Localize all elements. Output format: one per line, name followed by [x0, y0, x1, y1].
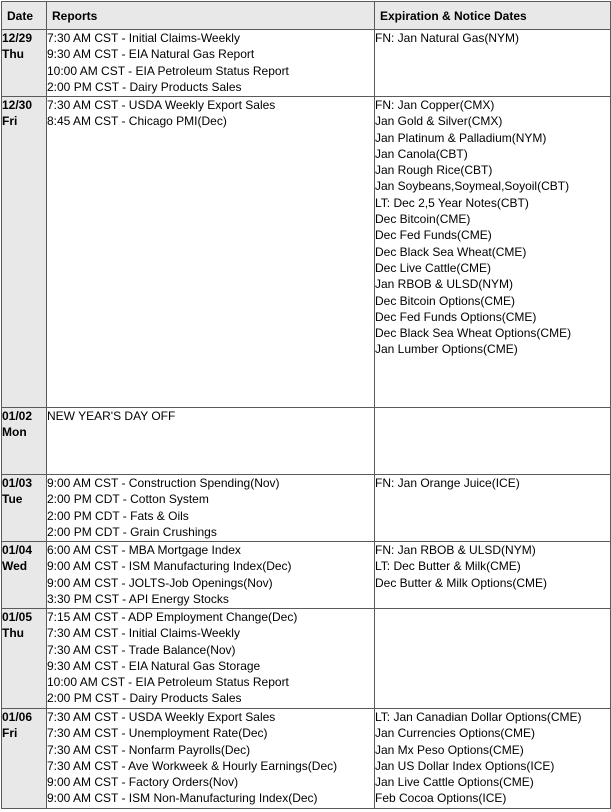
report-item: 9:00 AM CST - ISM Non-Manufacturing Index(Dec) — [47, 791, 318, 806]
expiration-item: Jan Rough Rice(CBT) — [375, 163, 493, 178]
date-label: 12/29 — [2, 31, 33, 45]
report-item: 3:30 PM CST - API Energy Stocks — [47, 591, 229, 606]
expiration-item: FN: Jan RBOB & ULSD(NYM) — [375, 543, 536, 557]
report-item: 7:30 AM CST - Ave Workweek & Hourly Earnings(Dec) — [47, 758, 338, 773]
expiration-item: Dec Fed Funds Options(CME) — [375, 309, 537, 324]
expirations-cell — [375, 408, 611, 475]
report-item: 9:30 AM CST - EIA Natural Gas Storage — [47, 658, 261, 673]
expiration-item: Jan RBOB & ULSD(NYM) — [375, 277, 514, 292]
expiration-item: Feb Cocoa Options(ICE) — [375, 791, 507, 806]
table-row — [2, 542, 611, 609]
date-label: 01/02 — [2, 409, 33, 423]
date-cell — [2, 542, 47, 609]
report-item: 9:00 AM CST - Factory Orders(Nov) — [47, 775, 239, 790]
day-label: Wed — [2, 559, 28, 574]
report-item: 7:30 AM CST - Unemployment Rate(Dec) — [47, 726, 268, 741]
report-item: 7:30 AM CST - USDA Weekly Export Sales — [47, 98, 276, 112]
report-item: 7:30 AM CST - Initial Claims-Weekly — [47, 31, 240, 45]
expirations-cell — [375, 709, 611, 809]
date-label: 01/05 — [2, 610, 33, 624]
date-cell — [2, 475, 47, 542]
date-cell — [2, 30, 47, 97]
day-label: Fri — [2, 726, 18, 741]
day-label: Thu — [2, 47, 24, 62]
day-label: Thu — [2, 626, 24, 641]
table-row — [2, 475, 611, 542]
expiration-item: FN: Jan Copper(CMX) — [375, 98, 495, 112]
date-label: 01/03 — [2, 476, 33, 490]
expiration-item: Jan Mx Peso Options(CME) — [375, 742, 524, 757]
expiration-item: Jan Platinum & Palladium(NYM) — [375, 130, 547, 145]
report-item: 9:00 AM CST - ISM Manufacturing Index(Dec) — [47, 559, 292, 574]
day-label: Mon — [2, 425, 27, 440]
expiration-item: FN: Jan Natural Gas(NYM) — [375, 31, 520, 45]
reports-cell — [47, 609, 375, 709]
expiration-item: FN: Jan Orange Juice(ICE) — [375, 476, 520, 490]
report-item: 9:00 AM CST - JOLTS-Job Openings(Nov) — [47, 575, 273, 590]
expiration-item: LT: Dec 2,5 Year Notes(CBT) — [375, 195, 529, 210]
expiration-item: Jan Gold & Silver(CMX) — [375, 114, 503, 129]
expiration-item: Dec Fed Funds(CME) — [375, 228, 492, 243]
date-cell — [2, 408, 47, 475]
report-item: 10:00 AM CST - EIA Petroleum Status Report — [47, 675, 289, 690]
report-item: 7:30 AM CST - Nonfarm Payrolls(Dec) — [47, 742, 251, 757]
expiration-item: Dec Live Cattle(CME) — [375, 260, 492, 275]
table-row — [2, 709, 611, 809]
table-row — [2, 97, 611, 408]
report-item: 7:30 AM CST - Trade Balance(Nov) — [47, 642, 236, 657]
table-row — [2, 30, 611, 97]
expirations-cell — [375, 475, 611, 542]
table-row — [2, 609, 611, 709]
report-item: 7:30 AM CST - USDA Weekly Export Sales — [47, 710, 276, 724]
date-label: 01/04 — [2, 543, 33, 557]
expiration-item: Jan Live Cattle Options(CME) — [375, 775, 534, 790]
date-cell — [2, 609, 47, 709]
expirations-cell — [375, 609, 611, 709]
expiration-item: Jan Canola(CBT) — [375, 146, 468, 161]
report-item: 2:00 PM CST - Dairy Products Sales — [47, 691, 242, 706]
report-item: 2:00 PM CDT - Fats & Oils — [47, 508, 189, 523]
date-cell — [2, 709, 47, 809]
expiration-item: Dec Butter & Milk Options(CME) — [375, 575, 548, 590]
date-column-header: Date — [2, 2, 47, 30]
date-cell — [2, 97, 47, 408]
report-item: 2:00 PM CST - Dairy Products Sales — [47, 79, 242, 94]
expiration-column-header: Expiration & Notice Dates — [375, 2, 611, 30]
report-item: NEW YEAR'S DAY OFF — [47, 409, 176, 423]
expiration-item: Dec Black Sea Wheat Options(CME) — [375, 326, 572, 341]
day-label: Fri — [2, 114, 18, 129]
day-label: Tue — [2, 492, 23, 507]
expiration-item: Dec Black Sea Wheat(CME) — [375, 244, 527, 259]
reports-column-header: Reports — [47, 2, 375, 30]
table-row — [2, 408, 611, 475]
expirations-cell — [375, 97, 611, 408]
report-item: 9:00 AM CST - Construction Spending(Nov) — [47, 476, 280, 490]
report-item: 10:00 AM CST - EIA Petroleum Status Report — [47, 63, 289, 78]
report-item: 2:00 PM CDT - Grain Crushings — [47, 524, 217, 539]
report-item: 8:45 AM CST - Chicago PMI(Dec) — [47, 114, 227, 129]
reports-cell — [47, 542, 375, 609]
expiration-item: Jan US Dollar Index Options(ICE) — [375, 758, 555, 773]
calendar-table — [1, 1, 611, 809]
expirations-cell — [375, 542, 611, 609]
expiration-item: Jan Currencies Options(CME) — [375, 726, 536, 741]
report-item: 6:00 AM CST - MBA Mortgage Index — [47, 543, 241, 557]
reports-cell — [47, 97, 375, 408]
report-item: 7:15 AM CST - ADP Employment Change(Dec) — [47, 610, 298, 624]
expiration-item: Dec Bitcoin Options(CME) — [375, 293, 516, 308]
expirations-cell — [375, 30, 611, 97]
expiration-item: LT: Jan Canadian Dollar Options(CME) — [375, 710, 582, 724]
report-item: 9:30 AM CST - EIA Natural Gas Report — [47, 47, 255, 62]
reports-cell — [47, 30, 375, 97]
report-item: 7:30 AM CST - Initial Claims-Weekly — [47, 626, 240, 641]
expiration-item: LT: Dec Butter & Milk(CME) — [375, 559, 521, 574]
reports-cell — [47, 475, 375, 542]
expiration-item: Jan Soybeans,Soymeal,Soyoil(CBT) — [375, 179, 570, 194]
reports-cell — [47, 709, 375, 809]
header-row — [2, 2, 611, 30]
expiration-item: Dec Bitcoin(CME) — [375, 212, 471, 227]
reports-cell — [47, 408, 375, 475]
expiration-item: Jan Lumber Options(CME) — [375, 342, 518, 357]
date-label: 12/30 — [2, 98, 33, 112]
date-label: 01/06 — [2, 710, 33, 724]
report-item: 2:00 PM CDT - Cotton System — [47, 492, 209, 507]
